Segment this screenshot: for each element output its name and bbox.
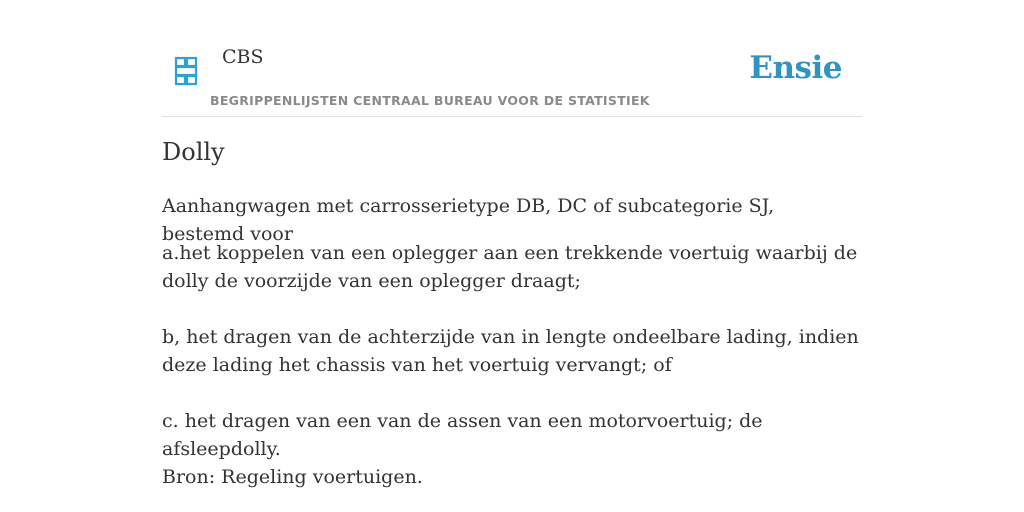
definition-item-c: c. het dragen van een van de assen van een motorvoertuig; de afsleepdolly. bbox=[162, 410, 763, 460]
source-text: Bron: Regeling voertuigen. bbox=[162, 466, 423, 488]
cbs-logo-icon[interactable] bbox=[174, 56, 198, 86]
page-title: Dolly bbox=[162, 138, 225, 166]
site-header bbox=[162, 0, 862, 117]
page bbox=[162, 0, 862, 512]
site-subtitle: BEGRIPPENLIJSTEN CENTRAAL BUREAU VOOR DE STATISTIEK bbox=[210, 93, 650, 108]
definition-item-b: b, het dragen van de achterzijde van in lengte ondeelbare lading, indien deze lading het chassis van het voertuig vervangt; of bbox=[162, 326, 859, 376]
brand-logo[interactable]: Ensie bbox=[749, 50, 842, 86]
org-name[interactable]: CBS bbox=[222, 46, 264, 68]
definition-text: Aanhangwagen met carrosserietype DB, DC of subcategorie SJ, bestemd voor bbox=[162, 195, 775, 245]
definition-item-a: a.het koppelen van een oplegger aan een trekkende voertuig waarbij de dolly de voorzijde van een oplegger draagt; bbox=[162, 242, 858, 292]
